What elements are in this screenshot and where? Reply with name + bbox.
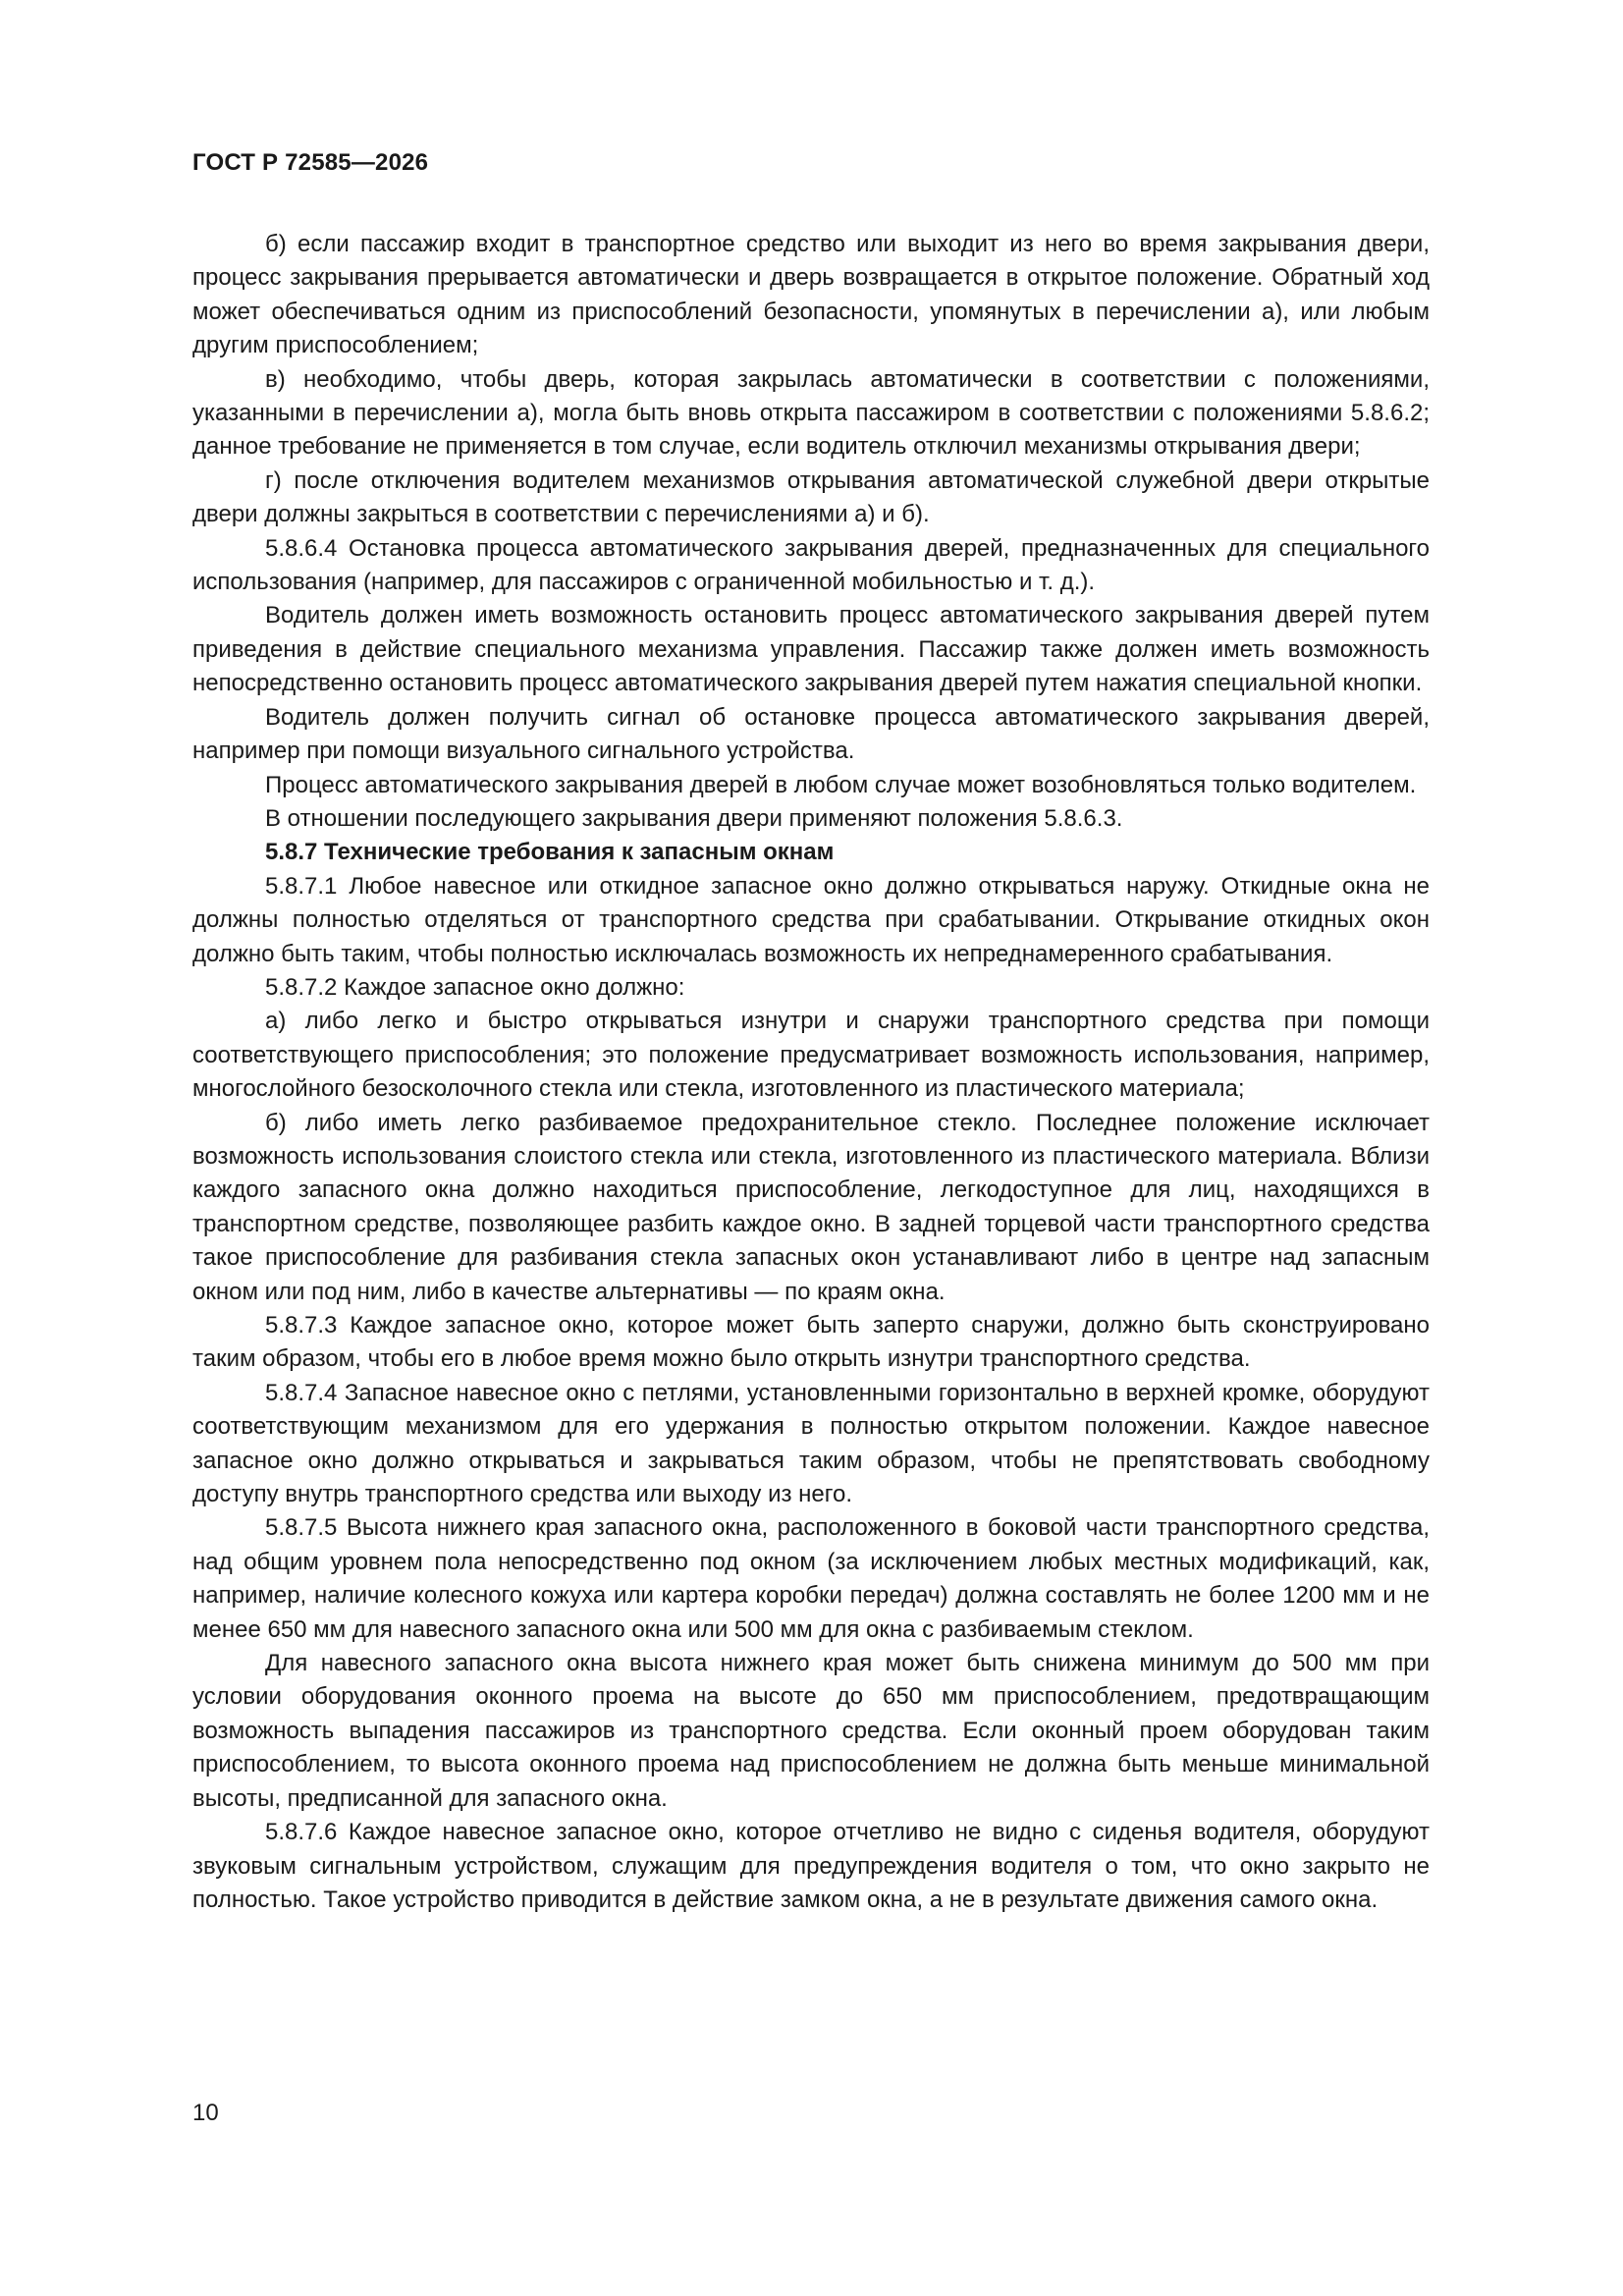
paragraph-item-b: б) если пассажир входит в транспортное средство или выходит из него во время закрывания двери, процесс закрывания прерывается автоматически и дверь возвращается в открытое положение. Обратный ход может обеспечиваться одним из приспособлений безопасности, упомянутых в перечислении а), или любым другим приспособлением; [192,231,1430,359]
paragraph-item-g: г) после отключения водителем механизмов открывания автоматической служебной двери открытые двери должны закрыться в соответствии с перечислениями а) и б). [192,466,1430,528]
paragraph-5-8-7-3: 5.8.7.3 Каждое запасное окно, которое может быть заперто снаружи, должно быть сконструировано таким образом, чтобы его в любое время можно было открыть изнутри транспортного средства. [192,1312,1430,1373]
paragraph: Для навесного запасного окна высота нижнего края может быть снижена минимум до 500 мм при условии оборудования оконного проема на высоте до 650 мм приспособлением, предотвращающим возможность выпадения пассажиров из транспортного средства. Если оконный проем оборудован таким приспособлением, то высота оконного проема над приспособлением не должна быть меньше минимальной высоты, предписанной для запасного окна. [192,1650,1430,1812]
document-header: ГОСТ Р 72585—2026 [192,149,429,176]
paragraph-5-8-7-5: 5.8.7.5 Высота нижнего края запасного окна, расположенного в боковой части транспортного средства, над общим уровнем пола непосредственно под окном (за исключением любых местных модификаций, как, например, наличие колесного кожуха или картера коробки передач) должна составлять не более 1200 мм и не менее 650 мм для навесного запасного окна или 500 мм для окна с разбиваемым стеклом. [192,1514,1430,1643]
paragraph-5-8-6-4: 5.8.6.4 Остановка процесса автоматического закрывания дверей, предназначенных для специального использования (например, для пассажиров с ограниченной мобильностью и т. д.). [192,534,1430,596]
paragraph: Водитель должен получить сигнал об остановке процесса автоматического закрывания дверей, например при помощи визуального сигнального устройства. [192,703,1430,765]
paragraph: В отношении последующего закрывания двери применяют положения 5.8.6.3. [265,804,1123,832]
paragraph-item-a: а) либо легко и быстро открываться изнутри и снаружи транспортного средства при помощи соответствующего приспособления; это положение предусматривает возможность использования, например, многослойного безосколочного стекла или стекла, изготовленного из пластического материала; [192,1008,1430,1103]
paragraph: Процесс автоматического закрывания дверей в любом случае может возобновляться только водителем. [265,771,1417,798]
paragraph-5-8-7-2: 5.8.7.2 Каждое запасное окно должно: [265,973,685,1001]
paragraph: Водитель должен иметь возможность остановить процесс автоматического закрывания дверей путем приведения в действие специального механизма управления. Пассажир также должен иметь возможность непосредственно остановить процесс автоматического закрывания дверей путем нажатия специальной кнопки. [192,602,1430,697]
paragraph-5-8-7-4: 5.8.7.4 Запасное навесное окно с петлями, установленными горизонтально в верхней кромке, оборудуют соответствующим механизмом для его удержания в полностью открытом положении. Каждое навесное запасное окно должно открываться и закрываться таким образом, чтобы не препятствовать свободному доступу внутрь транспортного средства или выходу из него. [192,1379,1430,1508]
paragraph-5-8-7-1: 5.8.7.1 Любое навесное или откидное запасное окно должно открываться наружу. Откидные окна не должны полностью отделяться от транспортного средства при срабатывании. Открывание откидных окон должно быть таким, чтобы полностью исключалась возможность их непреднамеренного срабатывания. [192,872,1430,967]
document-body [192,228,1430,1917]
section-heading-5-8-7: 5.8.7 Технические требования к запасным окнам [265,839,835,866]
paragraph-item-v: в) необходимо, чтобы дверь, которая закрылась автоматически в соответствии с положениями, указанными в перечислении а), могла быть вновь открыта пассажиром в соответствии с положениями 5.8.6.2; данное требование не применяется в том случае, если водитель отключил механизмы открывания двери; [192,365,1430,461]
paragraph-5-8-7-6: 5.8.7.6 Каждое навесное запасное окно, которое отчетливо не видно с сиденья водителя, оборудуют звуковым сигнальным устройством, служащим для предупреждения водителя о том, что окно закрыто не полностью. Такое устройство приводится в действие замком окна, а не в результате движения самого окна. [192,1819,1430,1913]
paragraph-item-b: б) либо иметь легко разбиваемое предохранительное стекло. Последнее положение исключает возможность использования слоистого стекла или стекла, изготовленного из пластического материала. Вблизи каждого запасного окна должно находиться приспособление, легкодоступное для лиц, находящихся в транспортном средстве, позволяющее разбить каждое окно. В задней торцевой части транспортного средства такое приспособление для разбивания стекла запасных окон устанавливают либо в центре над запасным окном или под ним, либо в качестве альтернативы — по краям окна. [192,1109,1430,1305]
page-number: 10 [192,2100,219,2126]
